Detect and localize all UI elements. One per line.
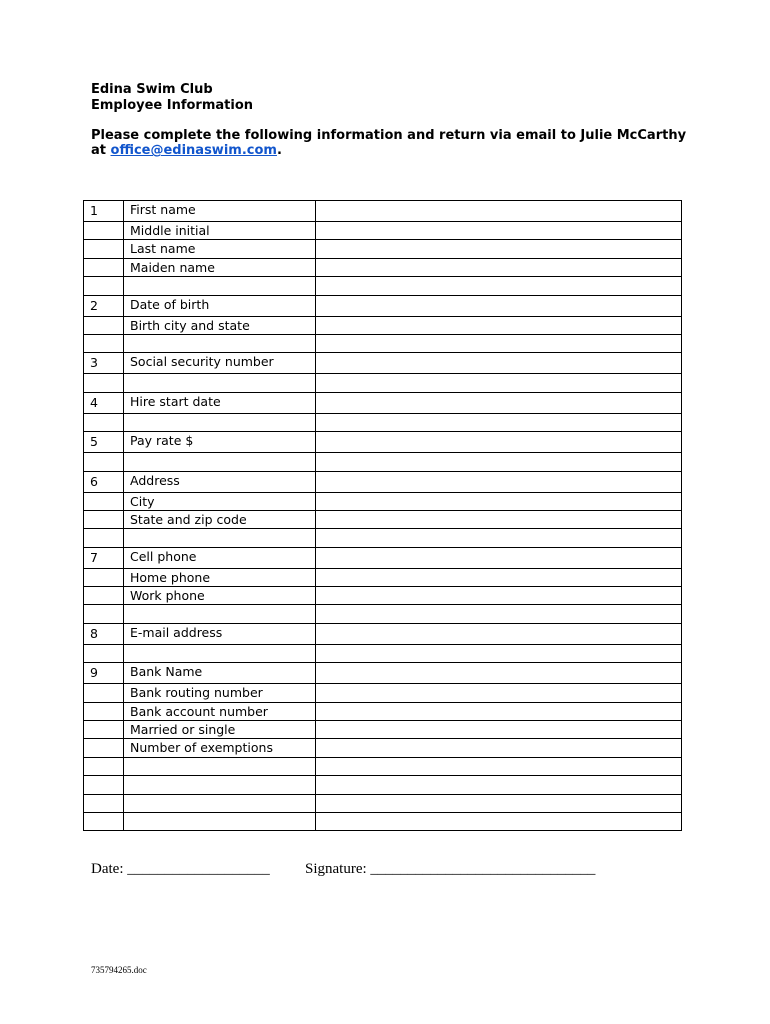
email-link[interactable]: office@edinaswim.com (110, 143, 277, 158)
table-row (84, 222, 682, 240)
table-row (84, 392, 682, 413)
section-number: 6 (84, 471, 124, 492)
section-number (84, 702, 124, 720)
section-number (84, 334, 124, 352)
section-number (84, 492, 124, 510)
field-value-cell[interactable] (316, 334, 682, 352)
table-row (84, 644, 682, 662)
field-value-cell[interactable] (316, 510, 682, 528)
section-number (84, 721, 124, 739)
section-number: 9 (84, 663, 124, 684)
instruction-line-2 (91, 143, 282, 159)
section-number (84, 794, 124, 812)
table-row (84, 432, 682, 453)
field-value-cell[interactable] (316, 739, 682, 757)
section-number: 1 (84, 201, 124, 222)
form-title: Employee Information (91, 98, 254, 113)
table-row (84, 353, 682, 374)
table-row (84, 547, 682, 568)
instruction-line-1: Please complete the following information and return via email to Julie McCarthy (91, 128, 687, 143)
table-row (84, 201, 682, 222)
field-label: E-mail address (124, 623, 316, 644)
section-number (84, 316, 124, 334)
section-number: 4 (84, 392, 124, 413)
table-row (84, 812, 682, 830)
field-value-cell[interactable] (316, 644, 682, 662)
section-number (84, 510, 124, 528)
field-label: Number of exemptions (124, 739, 316, 757)
table-row (84, 663, 682, 684)
table-row (84, 529, 682, 547)
table-row (84, 510, 682, 528)
table-row (84, 240, 682, 258)
field-label: State and zip code (124, 510, 316, 528)
field-label: Bank Name (124, 663, 316, 684)
field-value-cell[interactable] (316, 702, 682, 720)
table-row (84, 334, 682, 352)
field-value-cell[interactable] (316, 492, 682, 510)
field-label (124, 413, 316, 431)
footer-filename: 735794265.doc (91, 965, 147, 975)
section-number: 5 (84, 432, 124, 453)
table-row (84, 316, 682, 334)
field-value-cell[interactable] (316, 240, 682, 258)
field-label (124, 757, 316, 775)
field-label (124, 644, 316, 662)
section-number (84, 812, 124, 830)
section-number: 8 (84, 623, 124, 644)
field-label: Address (124, 471, 316, 492)
field-value-cell[interactable] (316, 587, 682, 605)
table-row (84, 295, 682, 316)
section-number (84, 605, 124, 623)
table-row (84, 587, 682, 605)
table-row (84, 721, 682, 739)
field-value-cell[interactable] (316, 663, 682, 684)
org-name: Edina Swim Club (91, 82, 213, 97)
field-value-cell[interactable] (316, 353, 682, 374)
field-label (124, 277, 316, 295)
field-label (124, 453, 316, 471)
section-number: 7 (84, 547, 124, 568)
section-number (84, 757, 124, 775)
table-row (84, 776, 682, 794)
table-row (84, 684, 682, 702)
section-number (84, 277, 124, 295)
field-label: Home phone (124, 568, 316, 586)
field-label: First name (124, 201, 316, 222)
table-row (84, 471, 682, 492)
field-value-cell[interactable] (316, 374, 682, 392)
field-value-cell[interactable] (316, 794, 682, 812)
field-value-cell[interactable] (316, 432, 682, 453)
field-label: Birth city and state (124, 316, 316, 334)
table-row (84, 605, 682, 623)
field-label: City (124, 492, 316, 510)
field-label: Social security number (124, 353, 316, 374)
field-label: Middle initial (124, 222, 316, 240)
field-value-cell[interactable] (316, 812, 682, 830)
field-value-cell[interactable] (316, 258, 682, 276)
field-label (124, 794, 316, 812)
field-value-cell[interactable] (316, 471, 682, 492)
field-label: Date of birth (124, 295, 316, 316)
table-row (84, 258, 682, 276)
table-row (84, 794, 682, 812)
field-value-cell[interactable] (316, 776, 682, 794)
section-number (84, 587, 124, 605)
field-label (124, 529, 316, 547)
field-label: Maiden name (124, 258, 316, 276)
field-label: Pay rate $ (124, 432, 316, 453)
table-row (84, 757, 682, 775)
section-number (84, 374, 124, 392)
field-value-cell[interactable] (316, 201, 682, 222)
section-number (84, 776, 124, 794)
field-label (124, 334, 316, 352)
section-number (84, 240, 124, 258)
field-value-cell[interactable] (316, 757, 682, 775)
section-number (84, 684, 124, 702)
field-label: Cell phone (124, 547, 316, 568)
table-row (84, 568, 682, 586)
field-label: Bank account number (124, 702, 316, 720)
field-label (124, 605, 316, 623)
signature-line: Signature: ______________________________ (305, 861, 596, 877)
section-number (84, 568, 124, 586)
field-label (124, 812, 316, 830)
section-number (84, 413, 124, 431)
section-number (84, 644, 124, 662)
field-label: Hire start date (124, 392, 316, 413)
field-value-cell[interactable] (316, 316, 682, 334)
table-row (84, 374, 682, 392)
section-number (84, 739, 124, 757)
table-row (84, 277, 682, 295)
field-value-cell[interactable] (316, 222, 682, 240)
field-value-cell[interactable] (316, 605, 682, 623)
table-row (84, 702, 682, 720)
section-number: 2 (84, 295, 124, 316)
instruction-prefix: at (91, 143, 111, 158)
section-number (84, 453, 124, 471)
section-number (84, 258, 124, 276)
instruction-suffix: . (276, 143, 282, 158)
field-label: Last name (124, 240, 316, 258)
field-label (124, 776, 316, 794)
table-row (84, 413, 682, 431)
field-value-cell[interactable] (316, 529, 682, 547)
field-value-cell[interactable] (316, 547, 682, 568)
field-label: Work phone (124, 587, 316, 605)
field-label (124, 374, 316, 392)
table-row (84, 739, 682, 757)
field-value-cell[interactable] (316, 684, 682, 702)
field-value-cell[interactable] (316, 392, 682, 413)
section-number (84, 222, 124, 240)
section-number: 3 (84, 353, 124, 374)
date-line: Date: ___________________ (91, 861, 270, 877)
table-row (84, 492, 682, 510)
field-value-cell[interactable] (316, 295, 682, 316)
field-value-cell[interactable] (316, 277, 682, 295)
employee-info-table (83, 200, 682, 831)
table-row (84, 623, 682, 644)
field-value-cell[interactable] (316, 453, 682, 471)
field-value-cell[interactable] (316, 721, 682, 739)
field-value-cell[interactable] (316, 623, 682, 644)
section-number (84, 529, 124, 547)
table-row (84, 453, 682, 471)
field-label: Married or single (124, 721, 316, 739)
field-value-cell[interactable] (316, 413, 682, 431)
field-label: Bank routing number (124, 684, 316, 702)
field-value-cell[interactable] (316, 568, 682, 586)
